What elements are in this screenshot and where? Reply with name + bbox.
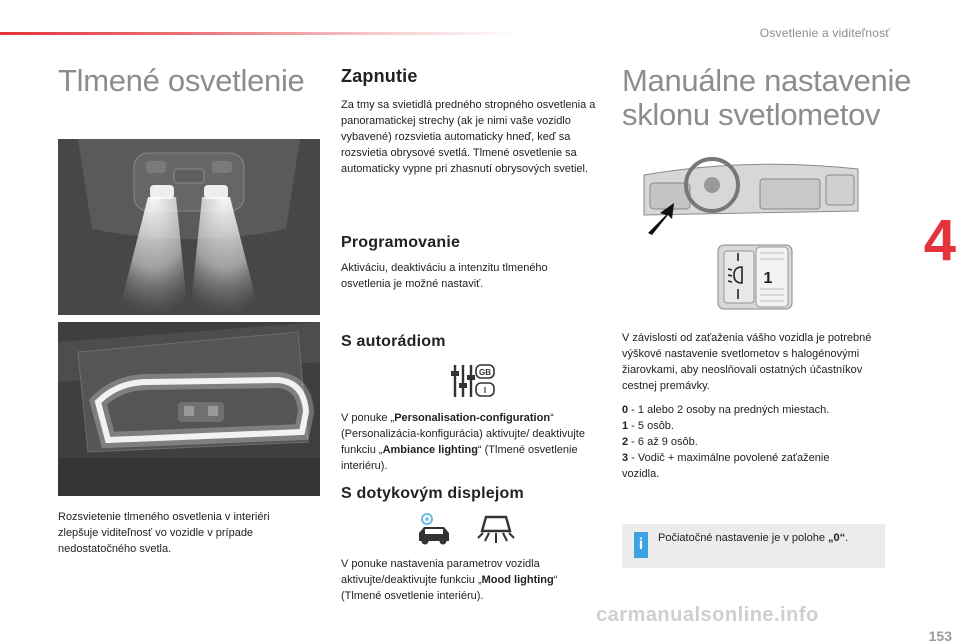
list-item xyxy=(622,418,862,434)
load-text: - 5 osôb. xyxy=(628,420,674,432)
vehicle-settings-icon xyxy=(414,511,454,547)
touchscreen-text-suffix: “ (Tlmené osvetlenie interiéru). xyxy=(341,574,558,602)
knob-drawing xyxy=(716,243,794,311)
dashboard-drawing xyxy=(640,155,862,235)
radio-function-name: Ambiance lighting xyxy=(382,444,478,456)
list-item xyxy=(622,434,862,450)
panoramic-roof-light-illustration xyxy=(58,322,320,496)
ambient-lighting-caption: Rozsvietenie tlmeného osvetlenia v interiéri zlepšuje viditeľnosť vo vozidle v prípade nedostatočného svetla. xyxy=(58,511,270,555)
note-value: „0“ xyxy=(828,532,846,544)
radio-menu-name: Personalisation-configuration xyxy=(394,412,551,424)
language-badge-top: GB xyxy=(479,368,491,377)
heading-programming: Programovanie xyxy=(341,234,461,251)
touchscreen-instructions xyxy=(341,556,599,604)
radio-settings-icon xyxy=(450,361,496,401)
knob-position-label: 1 xyxy=(763,270,773,287)
note-text-prefix: Počiatočné nastavenie je v polohe xyxy=(658,532,829,544)
radio-text-suffix: “ (Tlmené osvetlenie interiéru). xyxy=(341,444,578,472)
list-item xyxy=(622,450,862,482)
header-accent-bar xyxy=(0,32,520,35)
page-title-ambient-lighting: Tlmené osvetlenie xyxy=(58,63,305,98)
heading-with-touchscreen: S dotykovým displejom xyxy=(341,485,524,502)
heading-switching-on: Zapnutie xyxy=(341,66,418,86)
front-ceiling-light-illustration xyxy=(58,139,320,315)
switching-on-text: Za tmy sa svietidlá predného stropného osvetlenia a panoramatickej strechy (ak je nimi vaše vozidlo vybavené) rozsvietia automaticky hneď, keď sa rozsvietia obrysové svetlá. Tlmené osvetlenie sa automaticky vypne pri zhasnutí obrysových svetiel. xyxy=(341,99,596,175)
load-key: 3 xyxy=(622,452,629,464)
headlamp-intro-text: V závislosti od zaťaženia vášho vozidla je potrebné výškové nastavenie svetlometov s halogénovými žiarovkami, aby neoslňovali ostatných účastníkov cestnej premávky. xyxy=(622,332,872,392)
language-badge-bottom: I xyxy=(483,386,487,395)
touchscreen-text-prefix: V ponuke nastavenia parametrov vozidla aktivujte/deaktivujte funkciu „ xyxy=(341,558,540,586)
front-ceiling-light-photo xyxy=(58,139,320,315)
page-title-headlamp-adjustment xyxy=(622,64,911,132)
watermark: carmanualsonline.info xyxy=(596,604,819,626)
headlamp-title-line-2: sklonu svetlometov xyxy=(622,97,881,132)
list-item xyxy=(622,402,862,418)
ceiling-lamp-icon xyxy=(476,511,516,547)
load-text: - 6 až 9 osôb. xyxy=(628,436,698,448)
headlamp-adjust-knob-illustration xyxy=(716,243,794,311)
load-text: - 1 alebo 2 osoby na predných miestach. xyxy=(628,404,830,416)
dashboard-illustration xyxy=(640,155,862,235)
info-note-text xyxy=(658,530,848,546)
car-gear-icon xyxy=(414,511,454,547)
load-text: - Vodič + maximálne povolené zaťaženie vozidla. xyxy=(622,452,830,480)
page-number: 153 xyxy=(928,628,952,644)
panoramic-roof-light-photo xyxy=(58,322,320,496)
headlamp-title-line-1: Manuálne nastavenie xyxy=(622,63,912,98)
radio-text-middle: “ (Personalizácia-konfigurácia) aktivujte/ deaktivujte funkciu „ xyxy=(341,412,585,456)
sliders-icon xyxy=(450,361,496,401)
load-key: 2 xyxy=(622,436,629,448)
chapter-number: 4 xyxy=(923,208,956,273)
radio-text-prefix: V ponuke „ xyxy=(341,412,395,424)
section-title: Osvetlenie a viditeľnosť xyxy=(759,26,890,40)
mood-lighting-icon xyxy=(476,511,516,547)
info-note xyxy=(622,524,885,568)
radio-instructions xyxy=(341,410,599,474)
load-key: 1 xyxy=(622,420,629,432)
programming-text: Aktiváciu, deaktiváciu a intenzitu tlmeného osvetlenia je možné nastaviť. xyxy=(341,262,548,290)
note-text-suffix: . xyxy=(845,532,849,544)
info-icon: i xyxy=(634,532,648,558)
load-key: 0 xyxy=(622,404,629,416)
touchscreen-function-name: Mood lighting xyxy=(481,574,554,586)
load-settings-list xyxy=(622,402,862,482)
heading-with-radio: S autorádiom xyxy=(341,333,446,350)
